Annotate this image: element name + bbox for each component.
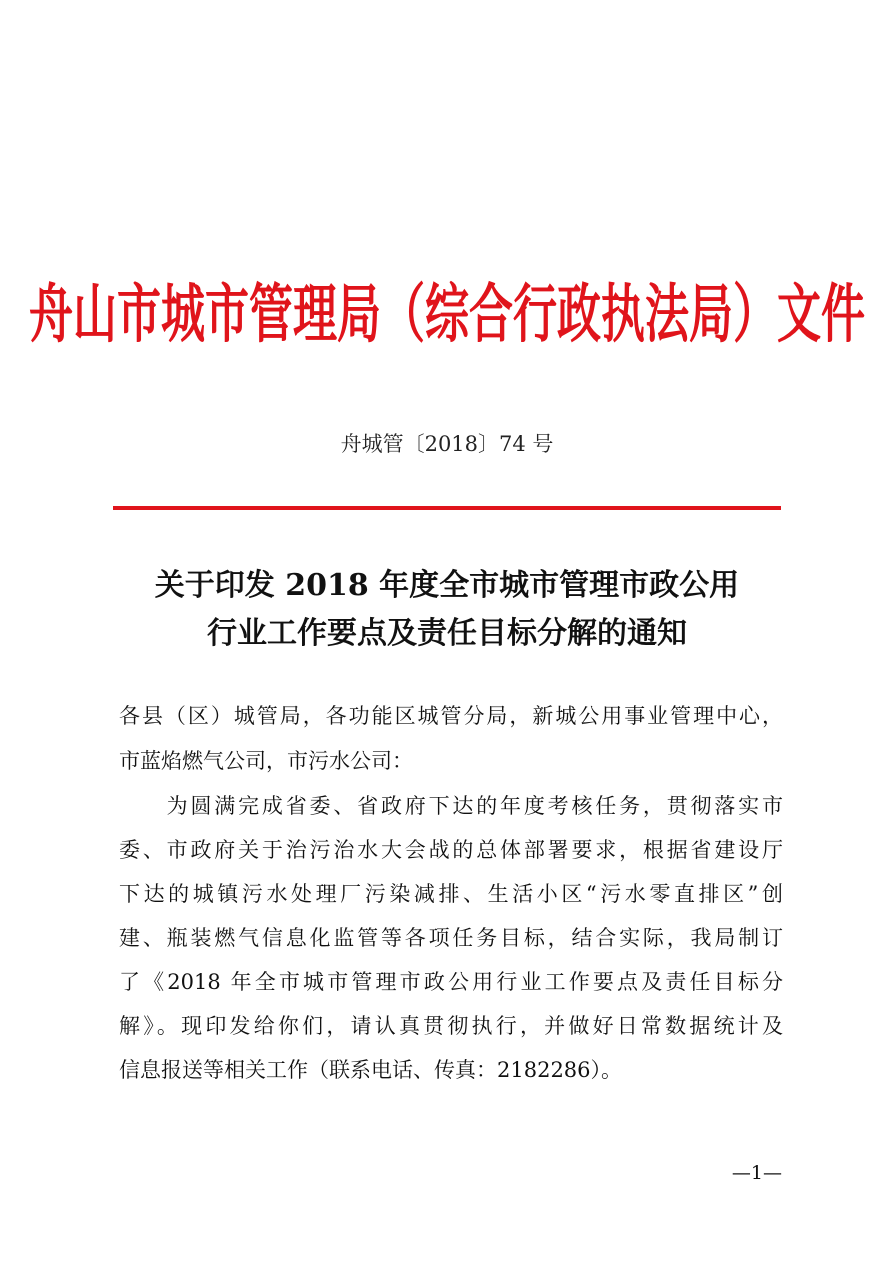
- document-number: 舟城管〔2018〕74 号: [340, 432, 554, 456]
- page-number: —1—: [731, 1162, 782, 1184]
- issuer-header-title: 舟山市城市管理局（综合行政执法局）文件: [29, 277, 865, 352]
- body-line-8: 解》。现印发给你们，请认真贯彻执行，并做好日常数据统计及: [119, 1014, 783, 1038]
- body-line-7: 了《2018 年全市城市管理市政公用行业工作要点及责任目标分: [119, 970, 783, 994]
- notice-title-line-2: 行业工作要点及责任目标分解的通知: [207, 616, 687, 651]
- body-line-9: 信息报送等相关工作（联系电话、传真：2182286）。: [119, 1058, 623, 1082]
- notice-title-line-1: 关于印发 2018 年度全市城市管理市政公用: [154, 568, 740, 603]
- body-line-2: 市蓝焰燃气公司，市污水公司：: [119, 749, 413, 773]
- red-divider-line: [113, 506, 781, 510]
- body-line-1: 各县（区）城管局，各功能区城管分局，新城公用事业管理中心，: [119, 704, 783, 728]
- body-line-3: 为圆满完成省委、省政府下达的年度考核任务，贯彻落实市: [119, 794, 783, 818]
- body-line-4: 委、市政府关于治污治水大会战的总体部署要求，根据省建设厅: [119, 838, 783, 862]
- body-line-5: 下达的城镇污水处理厂污染减排、生活小区“污水零直排区”创: [119, 882, 783, 906]
- body-line-6: 建、瓶装燃气信息化监管等各项任务目标，结合实际，我局制订: [119, 926, 783, 950]
